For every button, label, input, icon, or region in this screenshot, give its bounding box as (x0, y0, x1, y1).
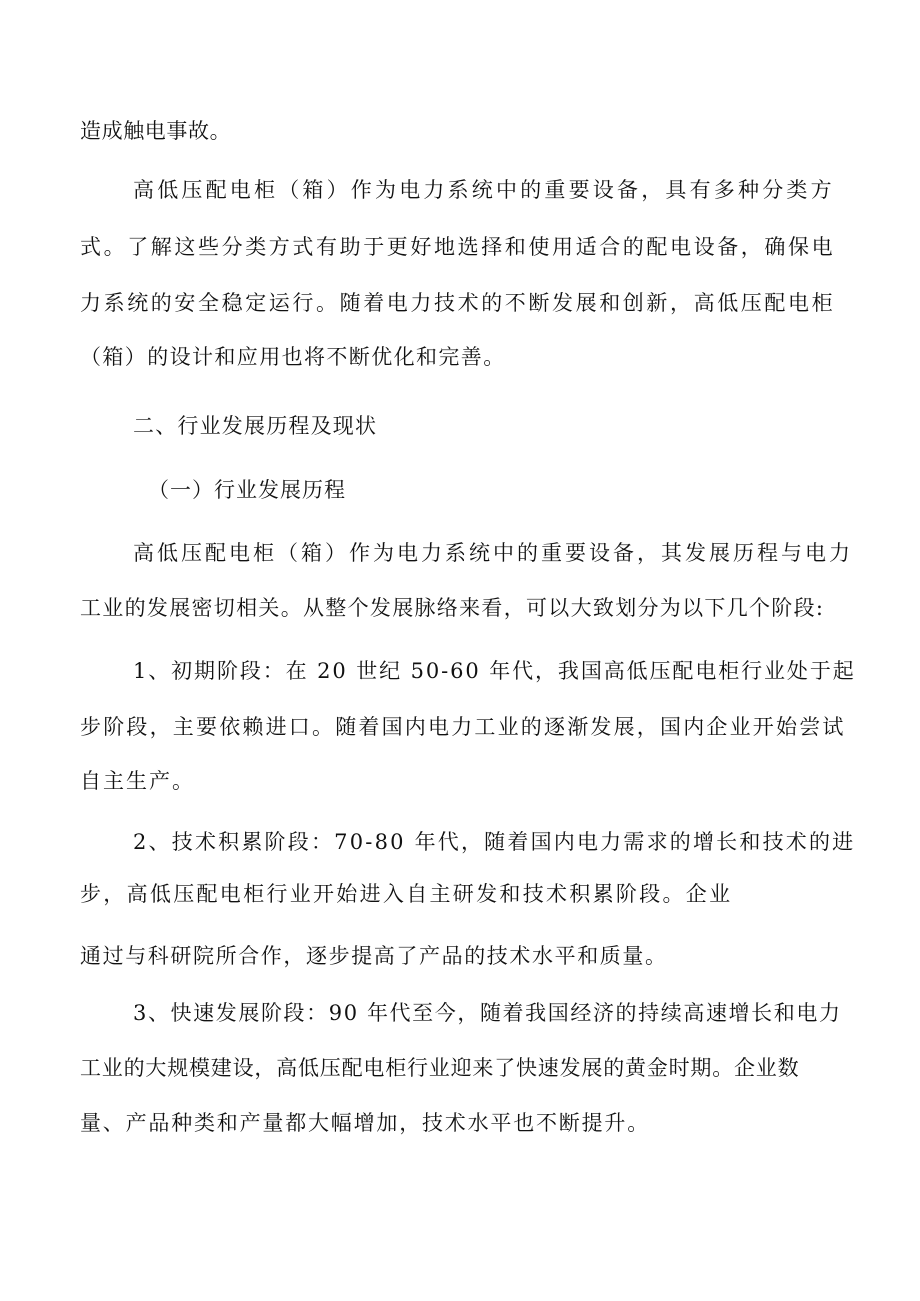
paragraph-line: 力系统的安全稳定运行。随着电力技术的不断发展和创新，高低压配电柜 (80, 291, 836, 315)
paragraph-line-history-intro: 高低压配电柜（箱）作为电力系统中的重要设备，其发展历程与电力 (133, 541, 853, 565)
list-item-stage-3-continued: 工业的大规模建设，高低压配电柜行业迎来了快速发展的黄金时期。企业数 (80, 1056, 800, 1080)
list-item-stage-3: 3、快速发展阶段：90 年代至今，随着我国经济的持续高速增长和电力 (133, 1001, 842, 1025)
list-item-stage-2-continued: 步，高低压配电柜行业开始进入自主研发和技术积累阶段。企业 (80, 882, 733, 906)
paragraph-line: （箱）的设计和应用也将不断优化和完善。 (80, 345, 506, 369)
list-item-stage-1-continued: 步阶段，主要依赖进口。随着国内电力工业的逐渐发展，国内企业开始尝试 (80, 715, 846, 739)
list-item-stage-2-continued: 通过与科研院所合作，逐步提高了产品的技术水平和质量。 (80, 944, 668, 968)
paragraph-line-continuation: 造成触电事故。 (80, 119, 232, 143)
subsection-heading: （一）行业发展历程 (148, 478, 346, 502)
paragraph-line: 式。了解这些分类方式有助于更好地选择和使用适合的配电设备，确保电 (80, 235, 836, 259)
list-item-stage-3-continued: 量、产品种类和产量都大幅增加，技术水平也不断提升。 (80, 1111, 650, 1135)
list-item-stage-1: 1、初期阶段：在 20 世纪 50-60 年代，我国高低压配电柜行业处于起 (133, 659, 856, 683)
paragraph-line: 工业的发展密切相关。从整个发展脉络来看，可以大致划分为以下几个阶段: (80, 596, 825, 620)
paragraph-line-classification-intro: 高低压配电柜（箱）作为电力系统中的重要设备，具有多种分类方 (133, 178, 835, 202)
list-item-stage-2: 2、技术积累阶段：70-80 年代，随着国内电力需求的增长和技术的进 (133, 830, 856, 854)
section-heading: 二、行业发展历程及现状 (133, 414, 378, 438)
list-item-stage-1-continued: 自主生产。 (80, 769, 195, 793)
